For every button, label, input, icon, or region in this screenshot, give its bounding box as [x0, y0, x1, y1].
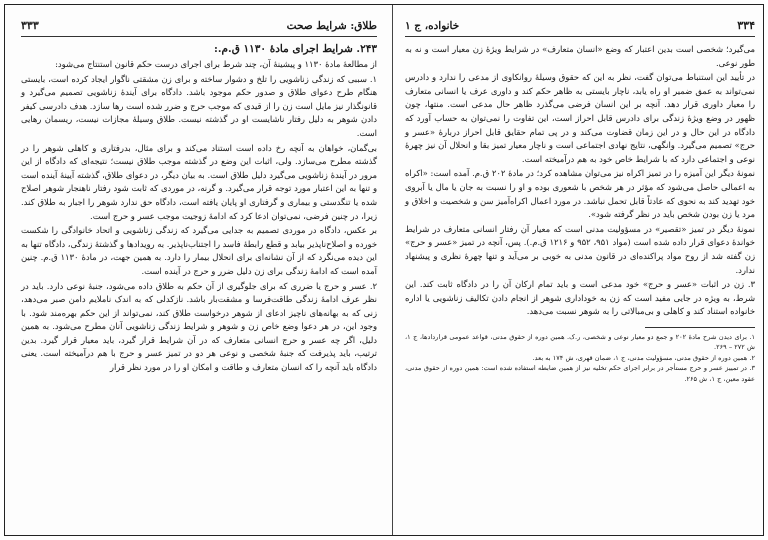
right-page-header	[405, 19, 755, 37]
left-page-number: ۳۳۳	[21, 19, 39, 32]
page-gutter	[392, 5, 393, 535]
right-paragraph: نمونهٔ دیگر در تمیز «تقصیر» در مسؤولیت مدنی است که معیار آن رفتار انسانی متعارف در شرایط خواندهٔ دعوای قرار داده شده است (مواد ۹۵۱، ۹۵۲ و ۱۲۱۶ ق.م.). پس، آنچه در تمیز «عسر و حرج» زن گفته شد از روح مواد پراکنده‌ای در قانون مدنی به خوبی بر می‌آید و تنها چهرهٔ نظری و پیشنهاد ندارد.	[405, 223, 755, 275]
right-paragraph: نمونهٔ دیگر این آمیزه را در تمیز اکراه نیز می‌توان مشاهده کرد؛ در مادهٔ ۲۰۲ ق.م. آمده است: «اکراه به اعمالی حاصل می‌شود که مؤثر در هر شخص با شعوری بوده و او را نسبت به جان یا مال یا آبروی خود تهدید کند به نحوی که عادتاً قابل تحمل نباشد. در مورد اعمال اکراه‌آمیز سن و شخصیت و اخلاق و مرد یا زن بودن شخص باید در نظر گرفته شود».	[405, 168, 755, 220]
left-paragraph: از مطالعهٔ مادهٔ ۱۱۳۰ و پیشینهٔ آن، چند شرط برای اجرای درست حکم قانون استنتاج می‌شود:	[55, 59, 377, 69]
footnote: ۲. همین دوره از حقوق مدنی، مسؤولیت مدنی، ج ۱، ضمان قهری، ش ۱۷۴ به بعد.	[532, 353, 755, 362]
footnote-divider	[645, 327, 755, 328]
left-paragraph: بر عکس، دادگاه در موردی تصمیم به جدایی می‌گیرد که زندگی زناشویی و اتحاد خانوادگی را شکست خورده و اصلاح‌ناپذیر بیابد و قطع رابطهٔ فاسد را اجتناب‌ناپذیر. به رویدادها و گذشتهٔ زندگی، دادگاه تنها به این دیده می‌نگرد که از آن نشانه‌ای برای انحلال بیمار را دارد. به همین جهت، در مادهٔ ۱۱۳۰ ق.م. چنین آمده است که ادامهٔ زندگی برای زن دلیل ضرر و حرج در آینده است.	[21, 225, 377, 276]
right-page	[405, 19, 755, 529]
right-paragraph: در تأیید این استنباط می‌توان گفت، نظر به این که حقوق وسیلهٔ روانکاوی از مدعی را ندارد و دادرس نمی‌تواند به عمق ضمیر او راه یابد، ناچار بایستی به ظاهر حکم کند و داوری عرف یا انسانی متعارف را معیار داوری قرار دهد. آنچه بر این انسان فرضی می‌گذرد ظاهر حال مدعی است. منتها، چون ظهور در وضع ویژهٔ زندگی برای دادرس قابل احراز است، این تفاوت را نمی‌توان به حساب آورد که دادگاه در این حال و در این زمان قضاوت می‌کند و در پی تمام حقایق قابل احراز دربارهٔ «عسر و حرج» تصمیم می‌گیرد. وانگهی، نتایج نهادی اجتماعی است و ناچار معیار تمیز بقا و انحلال آن نیز چهرهٔ نوعی و اجتماعی دارد که با شرایط خاص خود به هم درآمیخته است.	[405, 72, 755, 164]
left-paragraph: ۲. عسر و حرج یا ضرری که برای جلوگیری از آن حکم به طلاق داده می‌شود، جنبهٔ نوعی دارد. باید در نظر عرف ادامهٔ زندگی طاقت‌فرسا و مشقت‌بار باشد. نازکدلی که به اندک ناملایم دامن صبر می‌دهد، زنی که به بهانه‌های ناچیز ادعای از شوهر درخواست طلاق کند، نمی‌تواند از این حکم بهره‌مند شود. با وجود این، در هر دعوا وضع خاص زن و شوهر و شرایط زندگی زناشویی آنان مطرح می‌شود. به همین دلیل، اگر چه عسر و حرج انسانی متعارف که در آن شرایط قرار گیرد، باید معیار قرار گیرد. بدین ترتیب، باید پذیرفت که جنبهٔ شخصی و نوعی هر دو در تمیز عسر و حرج با هم درآمیخته است. یعنی دادگاه باید آنچه را که انسان متعارف و طاقت و امکان او را در مورد نظر قرار	[21, 280, 377, 373]
section-heading: ۲۴۳. شرایط اجرای مادهٔ ۱۱۳۰ ق.م.:	[214, 43, 377, 55]
left-page-header	[21, 19, 377, 37]
left-paragraph: بی‌گمان، خواهان به آنچه رخ داده است استناد می‌کند و برای مثال، بدرفتاری و کاهلی شوهر را در گذشته مطرح می‌سازد. ولی، اثبات این وضع در گذشته موجب طلاق نیست؛ نتیجه‌ای که دادگاه از این مرور در آیندهٔ زناشویی می‌گیرد دلیل طلاق است. به بیان دیگر، در دعوای طلاق، گذشته آیینهٔ آینده است و تنها به این اعتبار مورد توجه قرار می‌گیرد. و گرنه، در موردی که ثابت شود رفتار ناهنجار شوهر اصلاح شده یا تنگدستی و بیماری و گرفتاری او پایان یافته است، دادگاه حق ندارد شوهر را اجبار به طلاق کند. زیرا، در چنین فرضی، نمی‌توان ادعا کرد که ادامهٔ زوجیت موجب عسر و حرج است.	[21, 142, 377, 221]
left-page	[21, 19, 377, 529]
right-paragraph: می‌گیرد؛ شخصی است بدین اعتبار که وضع «انسان متعارف» در شرایط ویژهٔ زن معیار است و نه به طور نوعی.	[405, 44, 755, 68]
right-paragraph: ۳. زن در اثبات «عسر و حرج» خود مدعی است و باید تمام ارکان آن را در دادگاه ثابت کند. این شرط، به ویژه در جایی مفید است که زن به خوداداری شوهر از انجام دادن تکالیف زناشویی یا اداره خانواده استناد کند و کاهلی و بی‌مبالاتی را به شوهر نسبت می‌دهد.	[405, 279, 755, 317]
book-spread	[4, 4, 764, 536]
footnote: ۳. در تمییز عسر و حرج مستأجر در برابر اجرای حکم تخلیه نیز از همین ضابطه استفاده شده است: همین دوره از حقوق مدنی، عقود معین، ج ۱، ش ۲۶۵.	[405, 364, 755, 383]
right-page-number: ۳۳۴	[737, 19, 755, 32]
footnote: ۱. برای دیدن شرح مادهٔ ۲۰۲ و جمع دو معیار نوعی و شخصی، ر.ک. همین دوره از حقوق مدنی، قواعد عمومی قراردادها، ج ۱، ش ۲۷۲ – ۲۶۹.	[405, 332, 756, 352]
right-running-title: خانواده، ج ۱	[405, 19, 460, 32]
left-running-title: طلاق: شرایط صحت	[286, 19, 377, 32]
left-paragraph: ۱. سببی که زندگی زناشویی را تلخ و دشوار ساخته و برای زن مشقتی ناگوار ایجاد کرده است، بایستی هنگام طرح دعوای طلاق و صدور حکم موجود باشد. دادگاه برای آیندهٔ زناشویی تصمیم می‌گیرد و قانونگذار نیز مایل است زن را از قیدی که موجب حرج و ضرر شده است رها سازد. هدف دادرسی کیفر دادن شوهر به دلیل رفتار ناشایست او در گذشته نیست. طلاق وسیلهٔ مجازات نیست، ریسمان رهایی است.	[21, 73, 377, 138]
